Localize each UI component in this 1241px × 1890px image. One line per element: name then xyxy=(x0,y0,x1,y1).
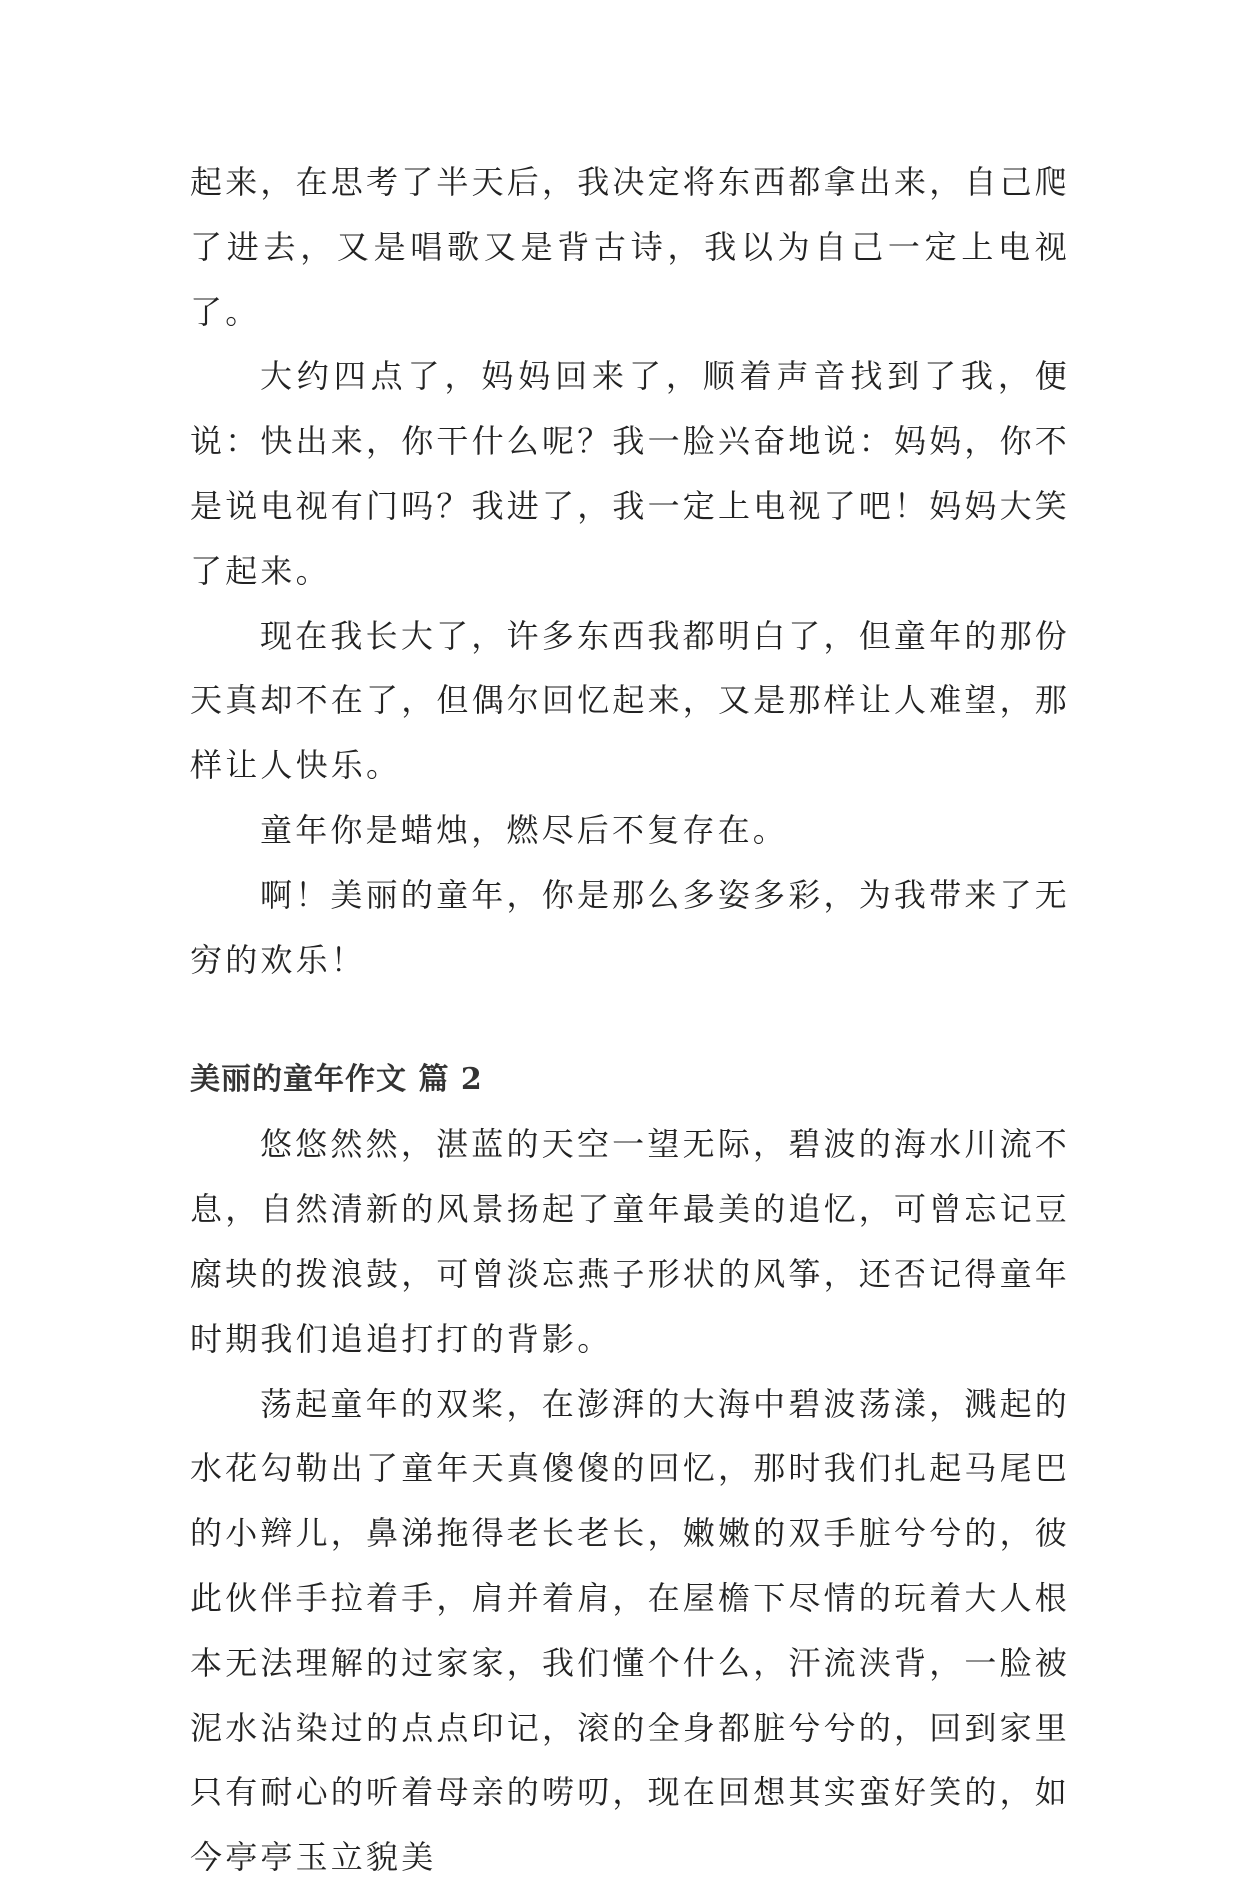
paragraph-continuation: 起来，在思考了半天后，我决定将东西都拿出来，自己爬了进去，又是唱歌又是背古诗，我以为自己一定上电视了。 xyxy=(190,163,1071,331)
paragraph: 童年你是蜡烛，燃尽后不复存在。 xyxy=(260,810,789,849)
document-page xyxy=(190,150,1070,1890)
paragraph: 大约四点了，妈妈回来了，顺着声音找到了我，便说：快出来，你干什么呢？我一脸兴奋地说：妈妈，你不是说电视有门吗？我进了，我一定上电视了吧！妈妈大笑了起来。 xyxy=(190,357,1071,590)
paragraph: 啊！美丽的童年，你是那么多姿多彩，为我带来了无穷的欢乐！ xyxy=(190,875,1070,979)
paragraph: 现在我长大了，许多东西我都明白了，但童年的那份天真却不在了，但偶尔回忆起来，又是那样让人难望，那样让人快乐。 xyxy=(190,616,1071,785)
paragraph: 悠悠然然，湛蓝的天空一望无际，碧波的海水川流不息，自然清新的风景扬起了童年最美的追忆，可曾忘记豆腐块的拨浪鼓，可曾淡忘燕子形状的风筝，还否记得童年时期我们追追打打的背影。 xyxy=(190,1125,1071,1358)
section-heading: 美丽的童年作文 篇 2 xyxy=(190,1062,483,1098)
paragraph: 荡起童年的双桨，在澎湃的大海中碧波荡漾，溅起的水花勾勒出了童年天真傻傻的回忆，那时我们扎起马尾巴的小辫儿，鼻涕拖得老长老长，嫩嫩的双手脏兮兮的，彼此伙伴手拉着手，肩并着肩，在屋檐下尽情的玩着大人根本无法理解的过家家，我们懂个什么，汗流浃背，一脸被泥水沾染过的点点印记，滚的全身都脏兮兮的，回到家里只有耐心的听着母亲的唠叨，现在回想其实蛮好笑的，如今亭亭玉立貌美 xyxy=(190,1384,1071,1877)
